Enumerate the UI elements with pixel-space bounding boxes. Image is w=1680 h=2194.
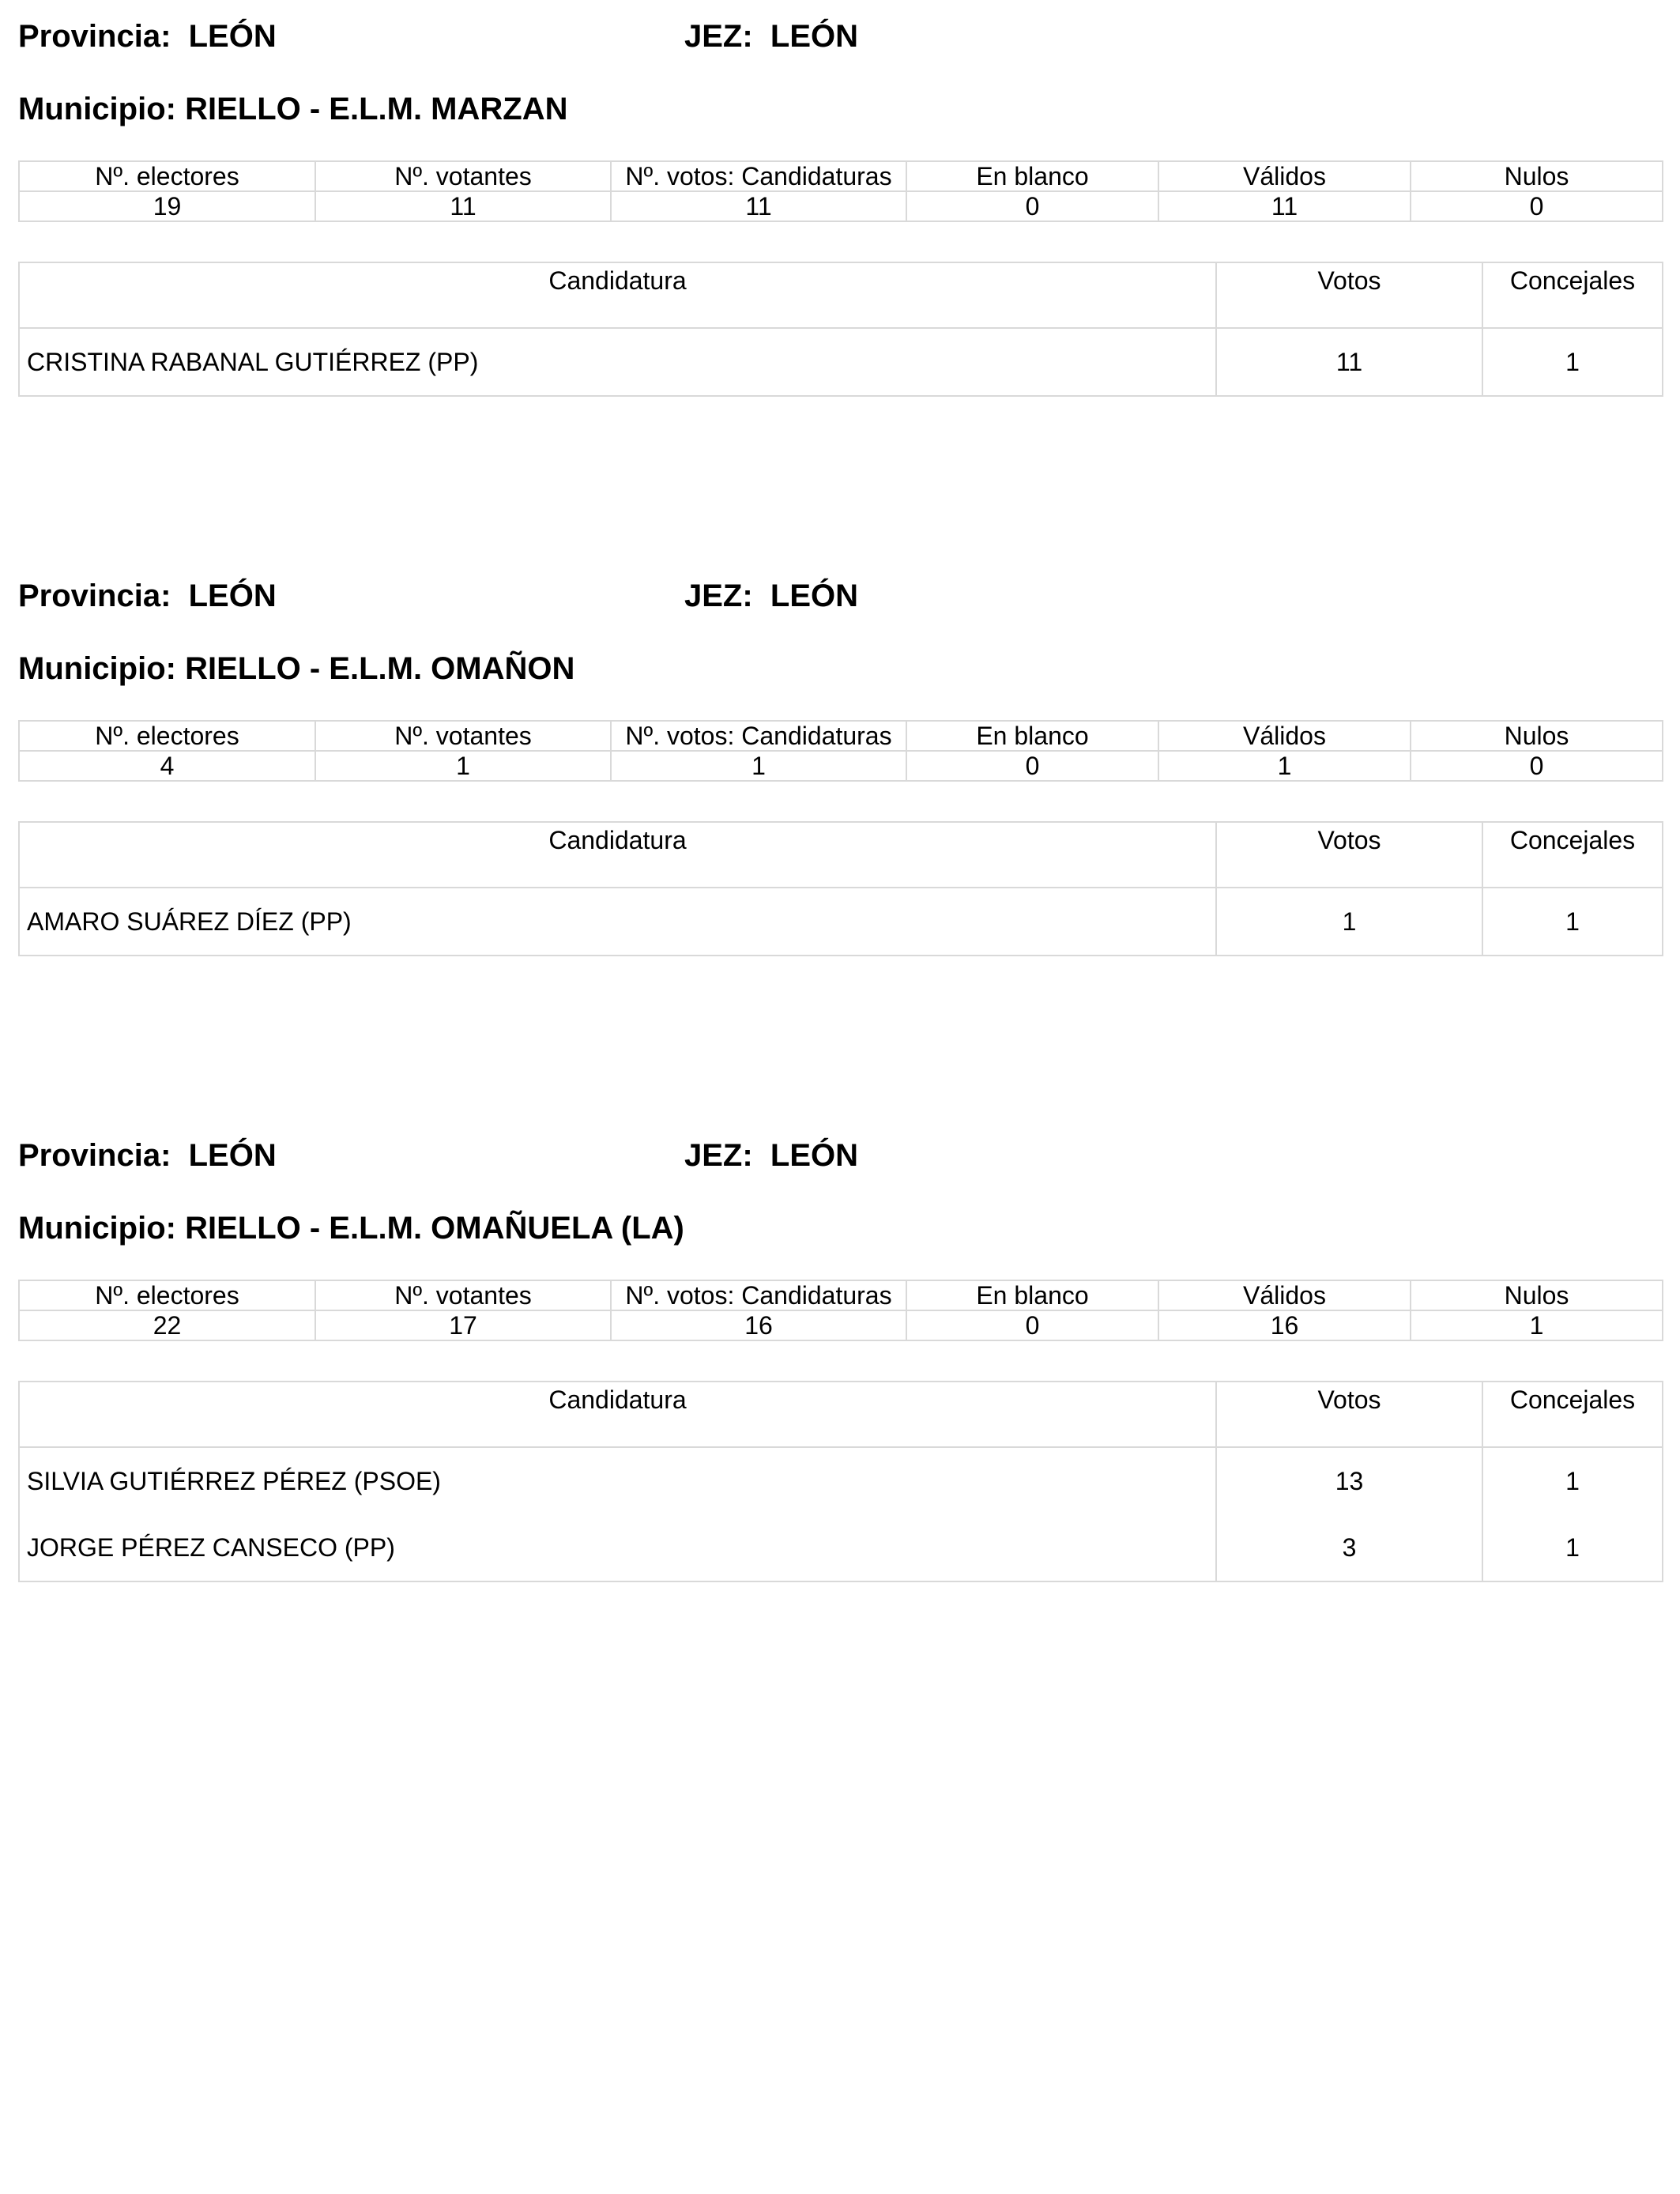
candidates-header-row: [19, 262, 1663, 328]
candidate-name: AMARO SUÁREZ DÍEZ (PP): [27, 907, 352, 936]
candidate-row: [19, 328, 1663, 396]
municipio-value: RIELLO - E.L.M. OMAÑUELA (LA): [185, 1211, 684, 1246]
validos-header: Válidos: [1158, 721, 1411, 751]
electores-header: Nº. electores: [19, 721, 315, 751]
provincia-label: Provincia:: [18, 19, 189, 54]
electores-value: 19: [19, 191, 315, 221]
candidate-concejales: 1: [1482, 888, 1663, 956]
votos-candidaturas-header: Nº. votos: Candidaturas: [611, 721, 906, 751]
nulos-header: Nulos: [1411, 1280, 1663, 1310]
votos-candidaturas-header: Nº. votos: Candidaturas: [611, 161, 906, 191]
concejales-header: Concejales: [1482, 1382, 1663, 1447]
summary-table: [18, 160, 1663, 222]
nulos-header: Nulos: [1411, 161, 1663, 191]
en-blanco-header: En blanco: [906, 721, 1158, 751]
summary-value-row: [19, 751, 1663, 781]
nulos-value: 1: [1411, 1310, 1663, 1340]
provincia-label: Provincia:: [18, 579, 189, 613]
electores-header: Nº. electores: [19, 161, 315, 191]
en-blanco-value: 0: [906, 751, 1158, 781]
provincia-value: LEÓN: [188, 19, 277, 54]
validos-header: Válidos: [1158, 1280, 1411, 1310]
en-blanco-value: 0: [906, 1310, 1158, 1340]
votantes-value: 17: [315, 1310, 611, 1340]
candidates-header-row: [19, 1382, 1663, 1447]
jez-value: LEÓN: [770, 579, 859, 613]
summary-header-row: [19, 161, 1663, 191]
municipio-label: Municipio:: [18, 1211, 186, 1246]
electores-value: 22: [19, 1310, 315, 1340]
candidate-row: [19, 888, 1663, 956]
candidate-name: CRISTINA RABANAL GUTIÉRREZ (PP): [27, 347, 479, 376]
en-blanco-value: 0: [906, 191, 1158, 221]
validos-value: 11: [1158, 191, 1411, 221]
municipio-value: RIELLO - E.L.M. OMAÑON: [185, 651, 575, 686]
votantes-header: Nº. votantes: [315, 721, 611, 751]
concejales-header: Concejales: [1482, 822, 1663, 888]
summary-value-row: [19, 1310, 1663, 1340]
candidates-table: [18, 262, 1663, 397]
provincia-value: LEÓN: [188, 1138, 277, 1173]
candidate-votos: 13: [1216, 1447, 1482, 1514]
votantes-value: 11: [315, 191, 611, 221]
electores-value: 4: [19, 751, 315, 781]
provincia-value: LEÓN: [188, 579, 277, 613]
jez-value: LEÓN: [770, 19, 859, 54]
nulos-header: Nulos: [1411, 721, 1663, 751]
candidatura-header: Candidatura: [19, 262, 1216, 328]
candidate-concejales: 1: [1482, 1514, 1663, 1581]
votos-candidaturas-value: 11: [611, 191, 906, 221]
municipality-block: [0, 1119, 1680, 1562]
nulos-value: 0: [1411, 191, 1663, 221]
candidate-name: JORGE PÉREZ CANSECO (PP): [27, 1532, 395, 1562]
municipio-heading: [18, 93, 567, 125]
candidate-row: [19, 1514, 1663, 1581]
candidates-table: [18, 821, 1663, 956]
candidates-header-row: [19, 822, 1663, 888]
jez-label: JEZ:: [684, 579, 770, 613]
candidatura-header: Candidatura: [19, 1382, 1216, 1447]
candidate-votos: 3: [1216, 1514, 1482, 1581]
municipality-block: [0, 0, 1680, 443]
candidate-votos: 1: [1216, 888, 1482, 956]
candidatura-header: Candidatura: [19, 822, 1216, 888]
municipio-value: RIELLO - E.L.M. MARZAN: [185, 92, 568, 126]
summary-table: [18, 1280, 1663, 1341]
jez-heading: [684, 580, 858, 612]
municipio-label: Municipio:: [18, 651, 186, 686]
municipio-heading: [18, 1212, 684, 1244]
validos-value: 1: [1158, 751, 1411, 781]
jez-heading: [684, 1140, 858, 1171]
municipality-block: [0, 560, 1680, 1002]
votantes-header: Nº. votantes: [315, 1280, 611, 1310]
votos-header: Votos: [1216, 1382, 1482, 1447]
concejales-header: Concejales: [1482, 262, 1663, 328]
en-blanco-header: En blanco: [906, 1280, 1158, 1310]
jez-label: JEZ:: [684, 19, 770, 54]
votantes-value: 1: [315, 751, 611, 781]
votos-header: Votos: [1216, 822, 1482, 888]
summary-header-row: [19, 721, 1663, 751]
electores-header: Nº. electores: [19, 1280, 315, 1310]
municipio-label: Municipio:: [18, 92, 186, 126]
jez-label: JEZ:: [684, 1138, 770, 1173]
summary-value-row: [19, 191, 1663, 221]
summary-header-row: [19, 1280, 1663, 1310]
candidate-votos: 11: [1216, 328, 1482, 396]
municipio-heading: [18, 653, 574, 684]
votos-candidaturas-value: 16: [611, 1310, 906, 1340]
votos-candidaturas-header: Nº. votos: Candidaturas: [611, 1280, 906, 1310]
candidate-row: [19, 1447, 1663, 1514]
summary-table: [18, 720, 1663, 782]
provincia-label: Provincia:: [18, 1138, 189, 1173]
votos-candidaturas-value: 1: [611, 751, 906, 781]
provincia-heading: [18, 1140, 277, 1171]
provincia-heading: [18, 580, 277, 612]
candidates-table: [18, 1381, 1663, 1582]
validos-header: Válidos: [1158, 161, 1411, 191]
candidate-name: SILVIA GUTIÉRREZ PÉREZ (PSOE): [27, 1466, 441, 1495]
provincia-heading: [18, 21, 277, 52]
jez-heading: [684, 21, 858, 52]
candidate-concejales: 1: [1482, 1447, 1663, 1514]
votantes-header: Nº. votantes: [315, 161, 611, 191]
candidate-concejales: 1: [1482, 328, 1663, 396]
jez-value: LEÓN: [770, 1138, 859, 1173]
votos-header: Votos: [1216, 262, 1482, 328]
validos-value: 16: [1158, 1310, 1411, 1340]
nulos-value: 0: [1411, 751, 1663, 781]
en-blanco-header: En blanco: [906, 161, 1158, 191]
